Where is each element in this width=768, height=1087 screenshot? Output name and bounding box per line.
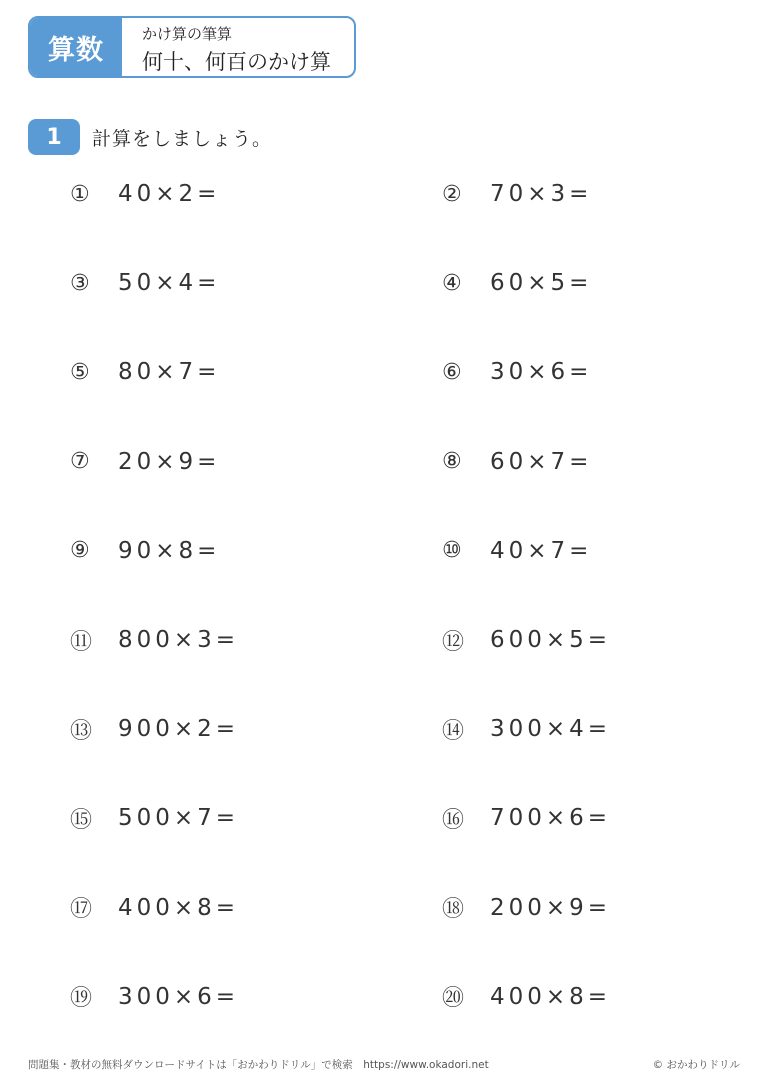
problem-item: [442, 801, 611, 835]
problem-number: ②: [442, 181, 462, 207]
problem-item: [442, 712, 611, 746]
problem-item: [70, 712, 239, 746]
problem-number: ⑮: [70, 807, 93, 833]
problem-expression: 700×6=: [490, 805, 612, 832]
problem-expression: 300×4=: [490, 716, 612, 743]
problem-item: [442, 355, 592, 389]
problem-number: ⑥: [442, 359, 462, 385]
problem-item: [70, 177, 220, 211]
problem-item: [70, 891, 239, 925]
problem-expression: 80×7=: [118, 359, 221, 386]
problem-number: ⑫: [442, 629, 465, 655]
section-number-badge: 1: [28, 119, 80, 155]
worksheet-subtitle: かけ算の筆算: [142, 25, 233, 43]
problem-expression: 20×9=: [118, 448, 221, 475]
problem-expression: 60×5=: [490, 270, 593, 297]
problem-number: ③: [70, 270, 90, 296]
problem-expression: 800×3=: [118, 627, 240, 653]
problem-expression: 500×7=: [118, 805, 240, 832]
problem-item: [70, 980, 239, 1014]
problem-number: ⑧: [442, 449, 462, 475]
problem-expression: 50×4=: [118, 270, 221, 297]
problem-expression: 400×8=: [118, 894, 240, 921]
problem-number: ⑦: [70, 449, 90, 475]
problem-item: [70, 801, 239, 835]
problem-expression: 40×2=: [118, 181, 221, 207]
problem-expression: 30×6=: [490, 359, 593, 386]
problem-number: ⑪: [70, 629, 93, 655]
problem-expression: 200×9=: [490, 894, 612, 921]
problem-number: ⑰: [70, 897, 93, 923]
footer-site-info: 問題集・教材の無料ダウンロードサイトは「おかわりドリル」で検索 https://www.okadori.net: [28, 1059, 489, 1071]
problem-number: ⑩: [442, 538, 462, 564]
worksheet-title: 何十、何百のかけ算: [142, 50, 331, 74]
problem-number: ④: [442, 270, 462, 296]
problem-number: ⑲: [70, 986, 93, 1012]
problem-expression: 400×8=: [490, 983, 612, 1010]
problem-expression: 70×3=: [490, 181, 593, 207]
problem-item: [442, 980, 611, 1014]
worksheet-header: [28, 16, 356, 78]
problem-item: [442, 445, 592, 479]
problem-number: ⑯: [442, 807, 465, 833]
footer-copyright: © おかわりドリル: [652, 1059, 740, 1071]
problem-expression: 60×7=: [490, 448, 593, 475]
problem-number: ⑱: [442, 897, 465, 923]
problem-number: ⑭: [442, 718, 465, 744]
problem-item: [442, 177, 592, 211]
problem-number: ①: [70, 181, 90, 207]
problem-number: ⑬: [70, 718, 93, 744]
problem-expression: 600×5=: [490, 627, 612, 653]
problem-item: [70, 445, 220, 479]
subject-label: 算数: [30, 18, 122, 76]
problem-number: ⑤: [70, 359, 90, 385]
problem-number: ⑳: [442, 986, 465, 1012]
problem-item: [442, 266, 592, 300]
problem-item: [442, 534, 592, 568]
problem-number: ⑨: [70, 538, 90, 564]
problem-item: [70, 534, 220, 568]
section-instruction: 計算をしましょう。: [92, 128, 273, 150]
problem-expression: 300×6=: [118, 983, 240, 1010]
problem-item: [70, 355, 220, 389]
problem-expression: 40×7=: [490, 537, 593, 564]
problem-expression: 90×8=: [118, 537, 221, 564]
problem-item: [442, 891, 611, 925]
problem-expression: 900×2=: [118, 716, 240, 743]
problem-item: [70, 266, 220, 300]
problem-item: [70, 623, 239, 657]
problem-item: [442, 623, 611, 657]
